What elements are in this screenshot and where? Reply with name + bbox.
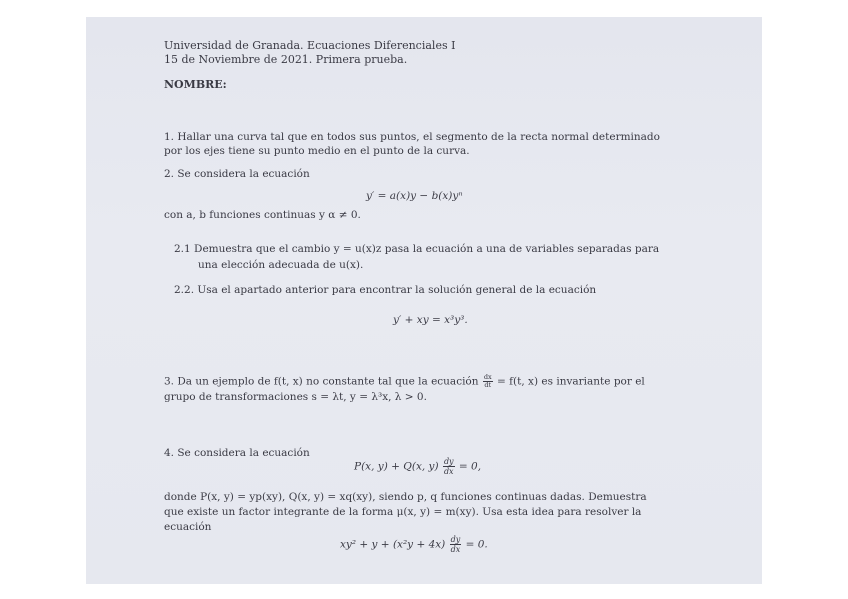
problem-2-intro: 2. Se considera la ecuación <box>164 168 310 180</box>
equation-right: = 0. <box>465 538 488 551</box>
problem-2-1-line-2: una elección adecuada de u(x). <box>198 259 364 271</box>
dy-dx-fraction <box>450 535 462 554</box>
equation-left: P(x, y) + Q(x, y) <box>354 460 439 473</box>
problem-1-line-2: por los ejes tiene su punto medio en el punto de la curva. <box>164 145 470 157</box>
fraction-denominator: dt <box>484 381 492 389</box>
name-label: NOMBRE: <box>164 78 227 91</box>
fraction-numerator: dy <box>443 457 454 466</box>
dx-dt-fraction <box>483 374 493 389</box>
problem-2-equation: y′ = a(x)y − b(x)yⁿ <box>366 190 463 202</box>
equation-right: = 0, <box>458 460 482 473</box>
fraction-numerator: dx <box>483 373 492 381</box>
problem-2-condition: con a, b funciones continuas y α ≠ 0. <box>164 209 361 221</box>
problem-2-2-equation: y′ + xy = x³y³. <box>393 314 468 326</box>
problem-1-line-1: 1. Hallar una curva tal que en todos sus puntos, el segmento de la recta normal determinado <box>164 131 660 143</box>
fraction-denominator: dx <box>443 467 454 476</box>
problem-4-line-3: ecuación <box>164 521 212 533</box>
problem-2-2-text: 2.2. Usa el apartado anterior para encontrar la solución general de la ecuación <box>174 284 597 296</box>
problem-4-equation <box>354 457 481 476</box>
fraction-numerator: dy <box>450 535 461 544</box>
exam-sheet <box>86 17 762 584</box>
problem-3-line-1 <box>164 374 645 389</box>
problem-4-final-equation <box>340 535 488 554</box>
header-title: Universidad de Granada. Ecuaciones Diferenciales I <box>164 39 456 52</box>
problem-4-intro: 4. Se considera la ecuación <box>164 447 310 459</box>
problem-3-text-b: = f(t, x) es invariante por el <box>497 375 645 388</box>
dy-dx-fraction <box>443 457 455 476</box>
problem-2-1-line-1: 2.1 Demuestra que el cambio y = u(x)z pasa la ecuación a una de variables separadas para <box>174 243 660 255</box>
header-date: 15 de Noviembre de 2021. Primera prueba. <box>164 53 408 66</box>
problem-4-line-1: donde P(x, y) = yp(xy), Q(x, y) = xq(xy), siendo p, q funciones continuas dadas. Demuestra <box>164 491 647 503</box>
problem-3-text-a: 3. Da un ejemplo de f(t, x) no constante tal que la ecuación <box>164 375 479 388</box>
problem-4-line-2: que existe un factor integrante de la forma μ(x, y) = m(xy). Usa esta idea para resolver la <box>164 506 642 518</box>
equation-left: xy² + y + (x²y + 4x) <box>340 538 446 551</box>
fraction-denominator: dx <box>450 545 461 554</box>
problem-3-line-2: grupo de transformaciones s = λt, y = λ³x, λ > 0. <box>164 391 427 403</box>
